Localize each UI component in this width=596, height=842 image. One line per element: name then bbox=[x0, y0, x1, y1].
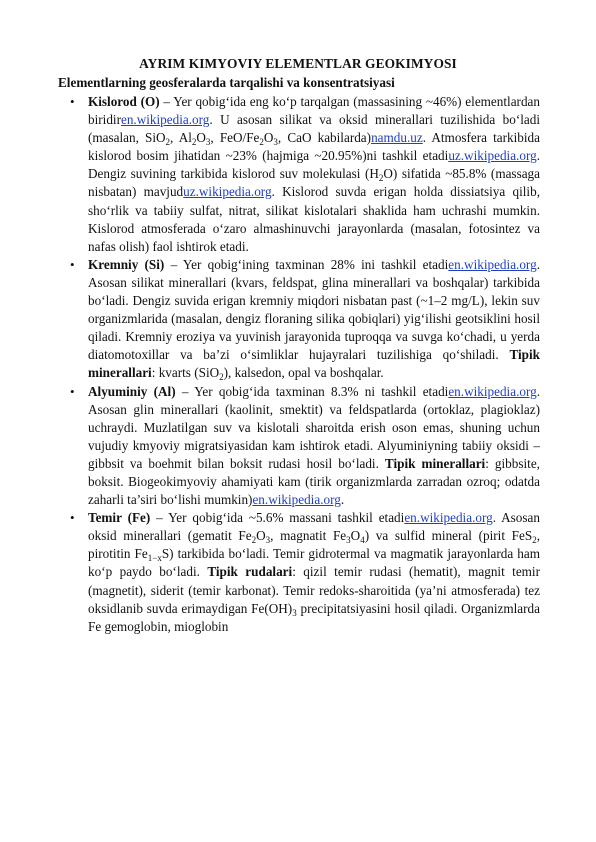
page-title: AYRIM KIMYOVIY ELEMENTLAR GEOKIMYOSI bbox=[139, 56, 457, 71]
subscript: 1−x bbox=[147, 553, 162, 564]
body-text: : kvarts (SiO bbox=[151, 365, 220, 381]
body-text: . Kislorod suvda erigan holda dissiatsiya qilib, sho‘rlik va tabiiy sulfat, nitrat, silikat kislotalari shaklida ham uchrashi mumkin. Kislorod atmosferada o‘zaro almashinuvchi jarayonlarda (masalan, fotosintez va nafas olish) faol ishtirok etadi. bbox=[88, 184, 540, 254]
subscript: 2 bbox=[191, 137, 197, 148]
subscript: 3 bbox=[273, 137, 278, 148]
body-text: – Yer qobig‘ida eng ko‘p tarqalgan (massasining ~46%) elementlardan biridir bbox=[88, 94, 540, 128]
body-text: O bbox=[263, 130, 274, 146]
element-name: Kislorod (O) bbox=[88, 94, 160, 109]
source-link[interactable]: en.wikipedia.org bbox=[404, 510, 493, 526]
list-item-aluminium: • Alyuminiy (Al) – Yer qobig‘ida taxminan 8.3% ni tashkil etadien.wikipedia.org. Asosan glin minerallari (kaolinit, smektit) va feldspatlarda (ortoklaz, plagioklaz) uchraydi. Muzlatilgan suv va kislotali sharoitda erish oson emas, shuning uchun vujudiy kmyoviy migratsiyasidan kam ishtirok etadi. Alyuminiyning tabiiy oksidi – gibbsit va boehmit bilan boksit rudasi hosil bo‘ladi. Tipik minerallari: gibbsite, boksit. Biogeokimyoviy ahamiyati kam (tirik organizmlarda zarradan ozroq; odatda zaharli ta’siri bo‘lishi mumkin)en.wikipedia.org. bbox=[70, 383, 541, 508]
subscript: 2 bbox=[259, 137, 264, 148]
body-text: ) va sulfid mineral (pirit FeS bbox=[364, 528, 533, 544]
body-text: , Al bbox=[170, 130, 192, 146]
element-name: Temir (Fe) bbox=[88, 510, 151, 526]
body-text: , magnatit Fe bbox=[270, 528, 347, 544]
subscript: 2 bbox=[378, 173, 384, 184]
subscript: 2 bbox=[251, 535, 257, 546]
body-text: : gibbsite, boksit. Biogeokimyoviy ahamiyati kam (tirik organizmlarda zarradan ozroq; odatda zaharli ta’siri bo‘lishi mumkin) bbox=[88, 455, 540, 508]
subscript: 2 bbox=[532, 535, 537, 546]
typical-label: Tipik rudalari bbox=[207, 564, 293, 580]
bullet-icon: • bbox=[70, 510, 75, 526]
body-text: . Dengiz suvining tarkibida kislorod suv molekulasi (H bbox=[88, 148, 540, 182]
list-item-iron bbox=[58, 509, 540, 636]
source-link[interactable]: en.wikipedia.org bbox=[120, 112, 210, 128]
source-link[interactable]: uz.wikipedia.org bbox=[183, 184, 272, 200]
bullet-icon: • bbox=[70, 94, 75, 109]
subscript: 2 bbox=[165, 137, 171, 148]
subscript: 2 bbox=[219, 372, 224, 383]
element-name: Kremniy (Si) bbox=[88, 256, 165, 272]
source-link[interactable]: en.wikipedia.org bbox=[448, 256, 537, 272]
body-text: , FeO/Fe bbox=[210, 130, 260, 146]
body-text: . Asosan silikat minerallari (kvars, feldspat, glina minerallari va boshqalar) tarkibida bo‘ladi. Dengiz suvida erigan kremniy miqdori nisbatan past (~1–2 mg/L), lekin suv organizmlarida (masalan, dengiz floraning silika qobiqlari) yig‘ilishi geotsiklini hosil qiladi. Kremniy eroziya va yuvinish jarayonida tuproqqa va suvga ko‘chadi, u yerda diatomotoxillar va ba’zi o‘simliklar hujayralari tuzilishiga qo‘shiladi. bbox=[88, 256, 540, 363]
subscript: 4 bbox=[360, 535, 365, 546]
body-text: . Atmosfera tarkibida kislorod bosim jihatidan ~23% (hajmiga ~20.95%)ni tashkil etadi bbox=[88, 130, 541, 164]
body-text: S) tarkibida bo‘ladi. Temir gidrotermal va magmatik jarayonlarda ham ko‘p paydo bo‘ladi. bbox=[88, 546, 540, 580]
bullet-icon: • bbox=[70, 256, 75, 272]
section-subtitle: Elementlarning geosferalarda tarqalishi va konsentratsiyasi bbox=[58, 75, 395, 90]
body-text: precipitatsiyasini hosil qiladi. Organizmlarda Fe gemoglobin, mioglobin bbox=[88, 600, 540, 634]
body-text: O bbox=[196, 130, 206, 146]
subscript: 3 bbox=[346, 535, 351, 546]
element-name: Alyuminiy (Al) bbox=[88, 383, 176, 399]
typical-label: Tipik minerallari bbox=[384, 455, 486, 471]
body-text: , CaO kabilarda) bbox=[277, 130, 372, 146]
body-text: – Yer qobig‘ida ~5.6% massani tashkil etadi bbox=[150, 510, 405, 526]
body-text: O bbox=[350, 528, 361, 544]
source-link[interactable]: uz.wikipedia.org bbox=[448, 148, 537, 164]
subscript: 3 bbox=[292, 607, 297, 618]
source-link[interactable]: en.wikipedia.org bbox=[448, 383, 537, 399]
bullet-icon: • bbox=[70, 383, 75, 399]
body-text: . Asosan glin minerallari (kaolinit, smektit) va feldspatlarda (ortoklaz, plagioklaz) uchraydi. Muzlatilgan suv va kislotali sharoitda erish oson emas, shuning uchun vujudiy kmyoviy migratsiyasidan kam ishtirok etadi. Alyuminiyning tabiiy oksidi – gibbsit va boehmit bilan boksit rudasi hosil bo‘ladi. bbox=[88, 383, 541, 471]
body-text: – Yer qobig‘ining taxminan 28% ini tashkil etadi bbox=[164, 256, 449, 272]
body-text: O bbox=[256, 528, 266, 544]
subscript: 3 bbox=[265, 535, 271, 546]
subscript: 3 bbox=[205, 137, 211, 148]
body-text: ), kalsedon, opal va boshqalar. bbox=[223, 365, 384, 381]
body-text: , pirotitin Fe bbox=[88, 528, 540, 562]
body-text: – Yer qobig‘ida taxminan 8.3% ni tashkil etadi bbox=[175, 383, 449, 399]
typical-label: Tipik minerallari bbox=[88, 347, 540, 381]
body-text: . U asosan silikat va oksid minerallari tuzilishida bo‘ladi (masalan, SiO bbox=[88, 112, 540, 146]
element-list bbox=[58, 93, 540, 636]
source-link[interactable]: en.wikipedia.org bbox=[252, 492, 341, 508]
body-text: . Asosan oksid minerallari (gematit Fe bbox=[88, 510, 540, 544]
body-text: O) sifatida ~85.8% (massaga nisbatan) mavjud bbox=[88, 166, 540, 200]
list-item-oxygen bbox=[58, 93, 540, 256]
list-item-silicon bbox=[58, 256, 540, 383]
body-text: : qizil temir rudasi (hematit), magnit temir (magnetit), siderit (temir karbonat). Temir redoks-sharoitida (ya’ni atmosferada) tez oksidlanib suvda erimaydigan Fe(OH) bbox=[88, 564, 540, 616]
source-link[interactable]: namdu.uz bbox=[371, 130, 423, 146]
